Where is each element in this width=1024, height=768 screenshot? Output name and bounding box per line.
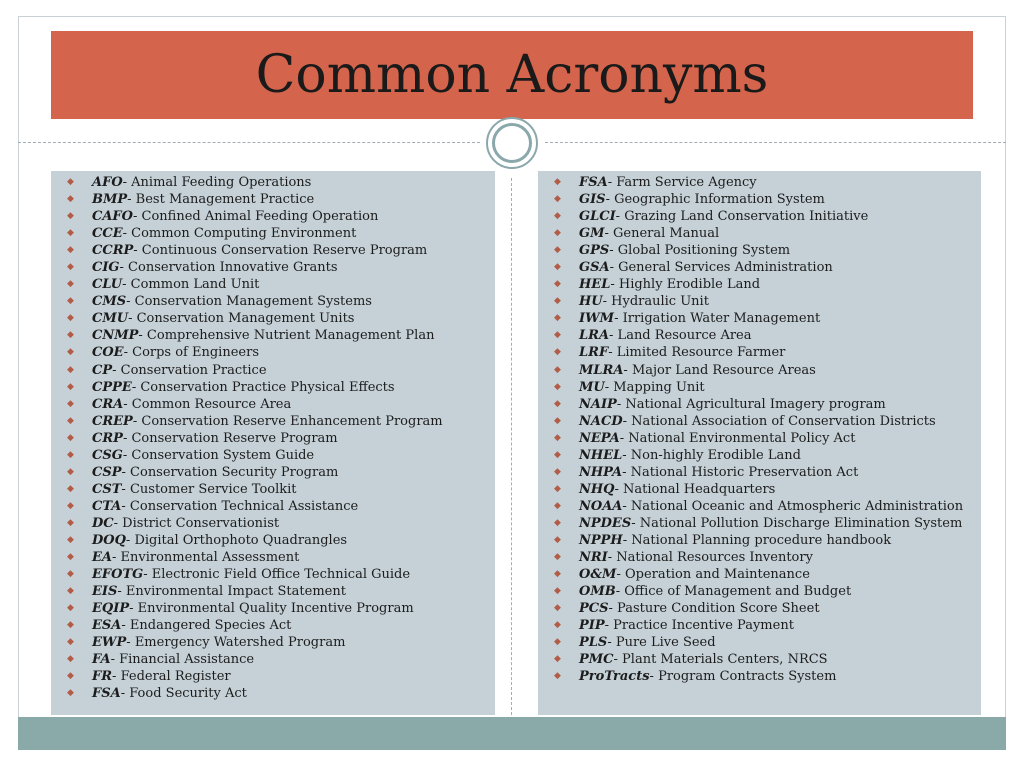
acronym-definition: - Office of Management and Budget (615, 584, 852, 600)
acronym-list-item (554, 259, 973, 276)
diamond-bullet-icon: ◆ (554, 620, 561, 631)
acronym-definition: - Conservation Management Systems (126, 294, 372, 310)
acronym-definition: - Practice Incentive Payment (604, 618, 794, 634)
diamond-bullet-icon: ◆ (67, 177, 74, 187)
diamond-bullet-icon: ◆ (67, 637, 74, 648)
acronym-list-item (554, 225, 973, 242)
acronym-definition: - National Agricultural Imagery program (616, 396, 886, 412)
acronym-abbreviation: CSP (92, 464, 122, 480)
acronym-definition: - Conservation System Guide (122, 447, 315, 463)
acronym-list-item (67, 515, 487, 532)
acronym-list-item (554, 651, 973, 668)
acronym-abbreviation: MU (579, 379, 605, 395)
acronym-list-item (554, 293, 973, 310)
diamond-bullet-icon: ◆ (554, 500, 561, 511)
acronym-abbreviation: CST (92, 481, 122, 497)
acronym-list-item (554, 362, 973, 379)
left-acronym-panel (51, 171, 495, 715)
acronym-definition: - Non-highly Erodible Land (622, 447, 801, 463)
acronym-definition: - Conservation Innovative Grants (119, 260, 338, 276)
diamond-bullet-icon: ◆ (67, 688, 74, 699)
acronym-list-item (554, 327, 973, 344)
acronym-abbreviation: CPPE (92, 379, 132, 395)
acronym-definition: - General Services Administration (609, 260, 833, 276)
diamond-bullet-icon: ◆ (67, 671, 74, 682)
diamond-bullet-icon: ◆ (67, 330, 74, 341)
acronym-abbreviation: FSA (579, 175, 608, 190)
acronym-definition: - National Association of Conservation Districts (622, 413, 936, 429)
acronym-list-item (554, 396, 973, 413)
circle-ornament-icon (486, 117, 538, 169)
acronym-abbreviation: OMB (579, 584, 616, 600)
acronym-definition: - Farm Service Agency (607, 175, 757, 190)
diamond-bullet-icon: ◆ (67, 620, 74, 631)
page-title: Common Acronyms (255, 45, 769, 105)
acronym-definition: - General Manual (604, 226, 720, 242)
acronym-list-item (67, 481, 487, 498)
acronym-list-item (554, 464, 973, 481)
acronym-list-item (554, 600, 973, 617)
acronym-list-item (554, 208, 973, 225)
acronym-list-item (67, 344, 487, 361)
acronym-definition: - Limited Resource Farmer (608, 345, 786, 361)
acronym-list-item (67, 310, 487, 327)
acronym-definition: - Environmental Assessment (112, 550, 300, 566)
acronym-abbreviation: LRF (579, 345, 609, 361)
diamond-bullet-icon: ◆ (67, 262, 74, 273)
acronym-definition: - Hydraulic Unit (602, 294, 709, 310)
acronym-definition: - Confined Animal Feeding Operation (133, 209, 379, 225)
acronym-definition: - Major Land Resource Areas (623, 362, 816, 378)
acronym-definition: - Conservation Practice Physical Effects (131, 379, 395, 395)
acronym-list-item (67, 532, 487, 549)
acronym-abbreviation: AFO (92, 175, 123, 190)
acronym-abbreviation: CTA (92, 498, 122, 514)
acronym-abbreviation: EWP (92, 635, 127, 651)
acronym-list-item (554, 515, 973, 532)
acronym-list-item (67, 242, 487, 259)
diamond-bullet-icon: ◆ (67, 517, 74, 528)
acronym-list-item (67, 634, 487, 651)
diamond-bullet-icon: ◆ (554, 194, 561, 205)
acronym-definition: - Conservation Technical Assistance (121, 498, 359, 514)
acronym-abbreviation: GPS (579, 243, 610, 259)
acronym-abbreviation: COE (92, 345, 124, 361)
acronym-definition: - National Oceanic and Atmospheric Administration (622, 498, 964, 514)
diamond-bullet-icon: ◆ (554, 671, 561, 682)
acronym-definition: - Conservation Security Program (121, 464, 339, 480)
acronym-abbreviation: CP (92, 362, 113, 378)
acronym-abbreviation: CCRP (92, 243, 134, 259)
acronym-abbreviation: HU (579, 294, 603, 310)
acronym-list-item (554, 379, 973, 396)
acronym-abbreviation: GIS (579, 192, 606, 208)
acronym-abbreviation: NHQ (579, 481, 615, 497)
acronym-definition: - Animal Feeding Operations (122, 175, 312, 190)
diamond-bullet-icon: ◆ (554, 415, 561, 426)
acronym-definition: - Global Positioning System (609, 243, 791, 259)
acronym-abbreviation: FSA (92, 686, 121, 702)
acronym-abbreviation: DOQ (92, 532, 126, 548)
acronym-abbreviation: BMP (92, 192, 128, 208)
acronym-list-item (554, 498, 973, 515)
diamond-bullet-icon: ◆ (67, 381, 74, 392)
acronym-definition: - Food Security Act (120, 686, 247, 702)
diamond-bullet-icon: ◆ (554, 603, 561, 614)
acronym-definition: - Customer Service Toolkit (121, 481, 297, 497)
acronym-list-item (67, 174, 487, 191)
title-bar (51, 31, 973, 119)
acronym-abbreviation: CLU (92, 277, 123, 293)
acronym-abbreviation: EFOTG (92, 567, 144, 583)
acronym-definition: - Geographic Information System (605, 192, 825, 208)
acronym-definition: - Conservation Practice (112, 362, 267, 378)
acronym-list-item (67, 362, 487, 379)
acronym-abbreviation: NACD (579, 413, 623, 429)
acronym-definition: - Corps of Engineers (123, 345, 259, 361)
diamond-bullet-icon: ◆ (554, 466, 561, 477)
acronym-abbreviation: CMS (92, 294, 127, 310)
acronym-definition: - Conservation Reserve Enhancement Program (132, 413, 443, 429)
diamond-bullet-icon: ◆ (67, 432, 74, 443)
acronym-abbreviation: EQIP (92, 601, 130, 617)
acronym-list-item (67, 651, 487, 668)
acronym-abbreviation: FR (92, 669, 113, 685)
diamond-bullet-icon: ◆ (67, 313, 74, 324)
acronym-list-item (67, 191, 487, 208)
divider-line-left (18, 142, 480, 143)
diamond-bullet-icon: ◆ (554, 483, 561, 494)
acronym-list-item (554, 430, 973, 447)
diamond-bullet-icon: ◆ (67, 211, 74, 222)
acronym-definition: - Operation and Maintenance (616, 567, 810, 583)
diamond-bullet-icon: ◆ (554, 552, 561, 563)
acronym-list-item (67, 617, 487, 634)
acronym-list-item (554, 310, 973, 327)
acronym-abbreviation: ESA (92, 618, 122, 634)
diamond-bullet-icon: ◆ (554, 449, 561, 460)
diamond-bullet-icon: ◆ (554, 228, 561, 239)
acronym-list-item (67, 225, 487, 242)
acronym-definition: - District Conservationist (113, 515, 280, 531)
acronym-definition: - National Planning procedure handbook (622, 532, 892, 548)
acronym-definition: - Environmental Quality Incentive Program (129, 601, 414, 617)
acronym-abbreviation: EA (92, 550, 112, 566)
acronym-abbreviation: O&M (579, 567, 617, 583)
acronym-list-item (67, 293, 487, 310)
diamond-bullet-icon: ◆ (554, 330, 561, 341)
acronym-abbreviation: NPPH (579, 532, 623, 548)
right-acronym-list (554, 174, 973, 685)
acronym-list-item (67, 549, 487, 566)
acronym-definition: - Mapping Unit (604, 379, 705, 395)
acronym-abbreviation: PLS (579, 635, 608, 651)
acronym-list-item (67, 379, 487, 396)
acronym-abbreviation: HEL (579, 277, 611, 293)
diamond-bullet-icon: ◆ (67, 466, 74, 477)
acronym-definition: - Endangered Species Act (121, 618, 292, 634)
acronym-abbreviation: DC (92, 515, 114, 531)
diamond-bullet-icon: ◆ (67, 296, 74, 307)
diamond-bullet-icon: ◆ (554, 177, 561, 187)
acronym-list-item (67, 600, 487, 617)
acronym-abbreviation: PIP (579, 618, 605, 634)
acronym-abbreviation: CIG (92, 260, 120, 276)
diamond-bullet-icon: ◆ (67, 586, 74, 597)
acronym-list-item (554, 447, 973, 464)
diamond-bullet-icon: ◆ (67, 347, 74, 358)
diamond-bullet-icon: ◆ (67, 603, 74, 614)
acronym-abbreviation: NHPA (579, 464, 623, 480)
diamond-bullet-icon: ◆ (554, 586, 561, 597)
diamond-bullet-icon: ◆ (554, 313, 561, 324)
acronym-abbreviation: CREP (92, 413, 133, 429)
acronym-definition: - Financial Assistance (110, 652, 255, 668)
acronym-list-item (554, 634, 973, 651)
diamond-bullet-icon: ◆ (67, 279, 74, 290)
acronym-definition: - National Historic Preservation Act (622, 464, 859, 480)
acronym-list-item (67, 396, 487, 413)
acronym-abbreviation: ProTracts (579, 669, 650, 685)
diamond-bullet-icon: ◆ (554, 245, 561, 256)
acronym-abbreviation: NAIP (579, 396, 617, 412)
diamond-bullet-icon: ◆ (554, 654, 561, 665)
acronym-list-item (67, 259, 487, 276)
diamond-bullet-icon: ◆ (554, 296, 561, 307)
diamond-bullet-icon: ◆ (67, 483, 74, 494)
acronym-definition: - Environmental Impact Statement (117, 584, 346, 600)
acronym-definition: - Best Management Practice (127, 192, 315, 208)
diamond-bullet-icon: ◆ (554, 211, 561, 222)
acronym-list-item (554, 549, 973, 566)
diamond-bullet-icon: ◆ (67, 500, 74, 511)
acronym-list-item (554, 617, 973, 634)
divider-line-right (545, 142, 1006, 143)
diamond-bullet-icon: ◆ (554, 569, 561, 580)
acronym-abbreviation: GLCI (579, 209, 616, 225)
acronym-abbreviation: MLRA (579, 362, 624, 378)
acronym-definition: - Continuous Conservation Reserve Program (133, 243, 428, 259)
footer-bar (18, 717, 1006, 750)
acronym-definition: - Conservation Management Units (128, 311, 355, 327)
acronym-list-item (554, 583, 973, 600)
diamond-bullet-icon: ◆ (67, 449, 74, 460)
acronym-abbreviation: IWM (579, 311, 615, 327)
acronym-list-item (554, 191, 973, 208)
acronym-abbreviation: CNMP (92, 328, 139, 344)
acronym-definition: - National Pollution Discharge Elimination System (631, 515, 963, 531)
diamond-bullet-icon: ◆ (67, 245, 74, 256)
acronym-abbreviation: FA (92, 652, 111, 668)
acronym-abbreviation: CCE (92, 226, 123, 242)
acronym-abbreviation: CRA (92, 396, 124, 412)
acronym-definition: - Common Computing Environment (122, 226, 357, 242)
acronym-abbreviation: LRA (579, 328, 610, 344)
diamond-bullet-icon: ◆ (554, 637, 561, 648)
diamond-bullet-icon: ◆ (67, 194, 74, 205)
diamond-bullet-icon: ◆ (67, 552, 74, 563)
acronym-definition: - National Resources Inventory (607, 550, 813, 566)
diamond-bullet-icon: ◆ (554, 517, 561, 528)
diamond-bullet-icon: ◆ (554, 262, 561, 273)
acronym-list-item (67, 413, 487, 430)
acronym-abbreviation: CAFO (92, 209, 133, 225)
acronym-list-item (554, 668, 973, 685)
acronym-definition: - Emergency Watershed Program (126, 635, 346, 651)
diamond-bullet-icon: ◆ (554, 432, 561, 443)
acronym-definition: - Common Land Unit (122, 277, 260, 293)
acronym-definition: - Conservation Reserve Program (122, 430, 338, 446)
acronym-list-item (67, 668, 487, 685)
acronym-abbreviation: CSG (92, 447, 123, 463)
acronym-definition: - Digital Orthophoto Quadrangles (125, 532, 348, 548)
acronym-abbreviation: NEPA (579, 430, 620, 446)
center-divider (511, 178, 512, 715)
acronym-list-item (554, 532, 973, 549)
acronym-definition: - Common Resource Area (123, 396, 292, 412)
diamond-bullet-icon: ◆ (67, 654, 74, 665)
acronym-abbreviation: PMC (579, 652, 614, 668)
acronym-definition: - Pasture Condition Score Sheet (608, 601, 820, 617)
acronym-list-item (67, 685, 487, 702)
acronym-list-item (67, 566, 487, 583)
diamond-bullet-icon: ◆ (554, 364, 561, 375)
acronym-abbreviation: NRI (579, 550, 608, 566)
acronym-definition: - Program Contracts System (649, 669, 837, 685)
acronym-list-item (554, 174, 973, 191)
acronym-list-item (554, 344, 973, 361)
acronym-list-item (67, 327, 487, 344)
acronym-definition: - Irrigation Water Management (614, 311, 821, 327)
acronym-abbreviation: NHEL (579, 447, 623, 463)
acronym-list-item (554, 242, 973, 259)
acronym-definition: - Land Resource Area (609, 328, 752, 344)
acronym-abbreviation: NPDES (579, 515, 632, 531)
diamond-bullet-icon: ◆ (67, 228, 74, 239)
acronym-definition: - Highly Erodible Land (610, 277, 761, 293)
acronym-definition: - Pure Live Seed (607, 635, 716, 651)
acronym-abbreviation: GSA (579, 260, 610, 276)
acronym-definition: - Plant Materials Centers, NRCS (613, 652, 828, 668)
acronym-abbreviation: NOAA (579, 498, 623, 514)
diamond-bullet-icon: ◆ (67, 398, 74, 409)
acronym-definition: - Electronic Field Office Technical Guide (143, 567, 411, 583)
acronym-list-item (554, 481, 973, 498)
acronym-list-item (67, 430, 487, 447)
acronym-abbreviation: PCS (579, 601, 609, 617)
acronym-list-item (67, 464, 487, 481)
acronym-list-item (554, 566, 973, 583)
diamond-bullet-icon: ◆ (67, 534, 74, 545)
diamond-bullet-icon: ◆ (554, 279, 561, 290)
right-acronym-panel (538, 171, 981, 715)
acronym-definition: - National Environmental Policy Act (619, 430, 856, 446)
diamond-bullet-icon: ◆ (67, 415, 74, 426)
acronym-definition: - Comprehensive Nutrient Management Plan (138, 328, 435, 344)
acronym-list-item (67, 276, 487, 293)
acronym-list-item (67, 498, 487, 515)
acronym-abbreviation: EIS (92, 584, 118, 600)
acronym-definition: - National Headquarters (614, 481, 776, 497)
acronym-abbreviation: CRP (92, 430, 123, 446)
acronym-list-item (554, 413, 973, 430)
acronym-list-item (67, 583, 487, 600)
diamond-bullet-icon: ◆ (67, 569, 74, 580)
acronym-abbreviation: CMU (92, 311, 129, 327)
diamond-bullet-icon: ◆ (67, 364, 74, 375)
acronym-list-item (67, 208, 487, 225)
diamond-bullet-icon: ◆ (554, 347, 561, 358)
acronym-list-item (554, 276, 973, 293)
acronym-abbreviation: GM (579, 226, 605, 242)
acronym-definition: - Grazing Land Conservation Initiative (615, 209, 869, 225)
diamond-bullet-icon: ◆ (554, 381, 561, 392)
acronym-definition: - Federal Register (112, 669, 231, 685)
acronym-list-item (67, 447, 487, 464)
diamond-bullet-icon: ◆ (554, 534, 561, 545)
left-acronym-list (67, 174, 487, 702)
diamond-bullet-icon: ◆ (554, 398, 561, 409)
